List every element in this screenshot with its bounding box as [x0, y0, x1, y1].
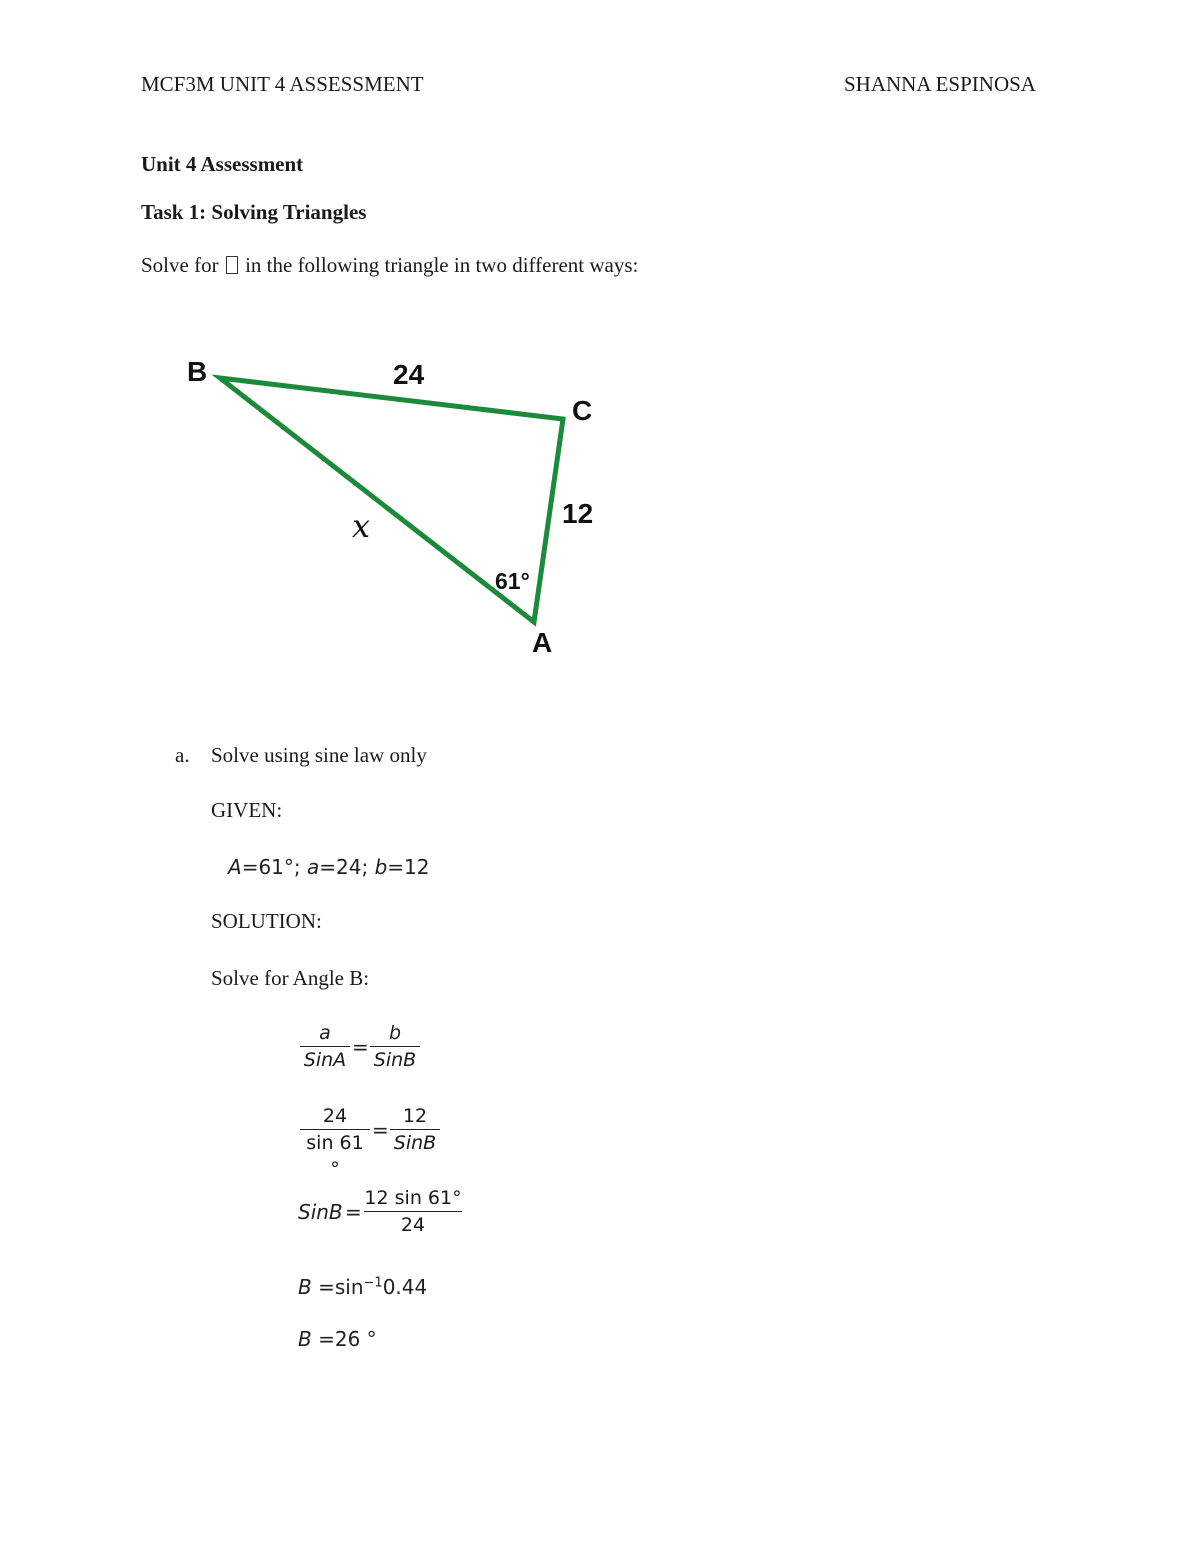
eq5-lhs: B — [298, 1327, 312, 1351]
eq1-frac-right — [370, 1020, 420, 1073]
eq4-fn: =sin — [318, 1275, 364, 1299]
prompt-before: Solve for — [141, 253, 219, 277]
eq3-lhs: SinB — [298, 1200, 343, 1224]
eq3-den: 24 — [400, 1214, 426, 1236]
side-bc-label: 24 — [393, 359, 425, 390]
given-b: b — [374, 855, 388, 879]
eq2-den1: sin 61 ° — [306, 1132, 364, 1180]
eq4 — [298, 1275, 427, 1299]
side-ca-label: 12 — [562, 498, 594, 529]
vertex-c-label: C — [572, 395, 593, 426]
header-course: MCF3M UNIT 4 ASSESSMENT — [141, 72, 424, 96]
side-ab-label: x — [352, 507, 371, 545]
part-a-label: Solve using sine law only — [211, 743, 427, 767]
eq4-exp: −1 — [363, 1275, 383, 1291]
page-title: Unit 4 Assessment — [141, 152, 304, 176]
solve-for-label: Solve for Angle B: — [211, 966, 370, 990]
given-a: a — [307, 855, 320, 879]
triangle-figure — [170, 340, 630, 670]
given-a-val: =24; — [319, 855, 369, 879]
eq3-frac — [364, 1185, 462, 1238]
vertex-a-label: A — [532, 627, 553, 658]
eq2-frac-left — [300, 1103, 370, 1182]
eq2-num2: 12 — [390, 1103, 440, 1130]
eq3-equals: = — [345, 1200, 362, 1224]
eq4-lhs: B — [298, 1275, 312, 1299]
given-A: A — [228, 855, 242, 879]
eq2-den2: SinB — [393, 1132, 437, 1154]
task-prompt — [141, 253, 638, 278]
eq4-val: 0.44 — [382, 1275, 428, 1299]
eq2-num1: 24 — [300, 1103, 370, 1130]
eq1-den1: SinA — [303, 1049, 347, 1071]
missing-glyph-icon — [226, 256, 238, 274]
eq2-frac-right — [390, 1103, 440, 1156]
given-b-val: =12 — [387, 855, 430, 879]
part-a-marker: a. — [175, 743, 190, 767]
vertex-b-label: B — [187, 356, 208, 387]
angle-a-label: 61° — [495, 568, 530, 594]
eq5-rhs: =26 ° — [318, 1327, 377, 1351]
given-label: GIVEN: — [211, 798, 283, 822]
eq3-num: 12 sin 61° — [364, 1185, 462, 1212]
given-values — [228, 855, 430, 879]
header-author: SHANNA ESPINOSA — [844, 72, 1036, 96]
given-A-val: =61°; — [241, 855, 301, 879]
eq1-frac-left — [300, 1020, 350, 1073]
prompt-after: in the following triangle in two different ways: — [245, 253, 639, 277]
eq1-den2: SinB — [373, 1049, 417, 1071]
solution-label: SOLUTION: — [211, 909, 322, 933]
eq2-equals: = — [372, 1118, 389, 1142]
eq1-equals: = — [352, 1035, 369, 1059]
task-heading: Task 1: Solving Triangles — [141, 200, 367, 224]
eq1-num1: a — [300, 1020, 350, 1047]
eq1-num2: b — [370, 1020, 420, 1047]
eq5 — [298, 1327, 377, 1351]
